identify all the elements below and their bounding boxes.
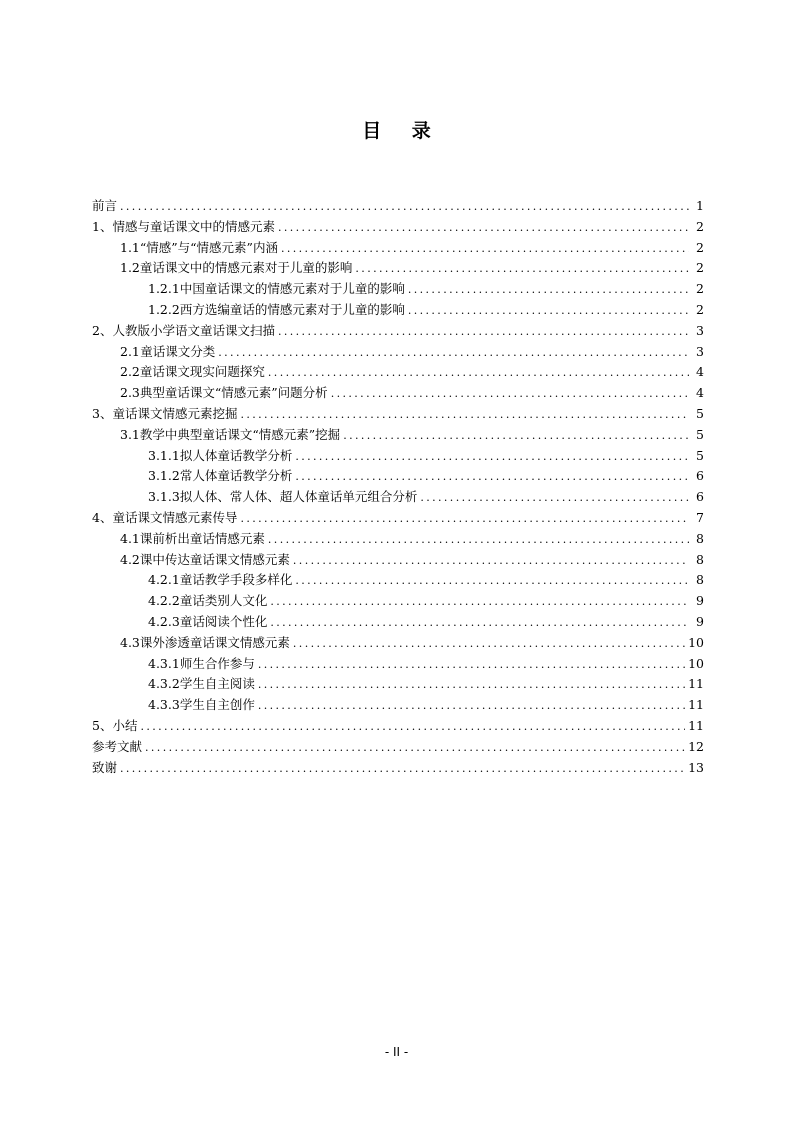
- toc-entry-page: 5: [696, 447, 704, 463]
- toc-entry-title: “情感”与“情感元素”内涵: [139, 239, 278, 255]
- toc-entry[interactable]: [92, 633, 704, 654]
- toc-entry-page: 2: [696, 301, 704, 317]
- toc-entry[interactable]: [92, 654, 704, 675]
- toc-dot-leader: [120, 759, 685, 780]
- toc-entry-page: 8: [696, 572, 704, 588]
- toc-entry-title: 师生合作参与: [179, 655, 255, 671]
- toc-dot-leader: [281, 239, 689, 260]
- toc-entry-number: 4.3.3: [148, 697, 180, 713]
- toc-entry[interactable]: [92, 508, 704, 529]
- toc-entry-page: 4: [696, 364, 704, 380]
- toc-entry-number: 3.1.3: [148, 489, 180, 505]
- toc-entry-title: 教学中典型童话课文“情感元素”挖掘: [139, 426, 341, 442]
- toc-entry-title: 童话课文情感元素挖掘: [112, 405, 238, 421]
- toc-dot-leader: [140, 717, 685, 738]
- toc-entry-page: 11: [688, 676, 704, 692]
- toc-entry-page: 6: [696, 489, 704, 505]
- toc-entry-title: 拟人体、常人体、超人体童话单元组合分析: [179, 489, 418, 505]
- toc-dot-leader: [268, 363, 689, 384]
- toc-entry-page: 8: [696, 551, 704, 567]
- toc-entry-page: 2: [696, 281, 704, 297]
- toc-entry[interactable]: [92, 695, 704, 716]
- toc-entry-number: 3.1.2: [148, 468, 180, 484]
- toc-dot-leader: [295, 467, 689, 488]
- toc-entry[interactable]: [92, 258, 704, 279]
- toc-entry-title: 课中传达童话课文情感元素: [139, 551, 290, 567]
- toc-entry-number: 1.2.2: [148, 301, 180, 317]
- toc-entry-title: 童话教学手段多样化: [179, 572, 293, 588]
- toc-entry[interactable]: [92, 362, 704, 383]
- toc-entry-number: 4.3.2: [148, 676, 180, 692]
- toc-entry-number: 1.1: [120, 239, 140, 255]
- toc-entry-number: 1、: [92, 218, 113, 234]
- toc-dot-leader: [258, 675, 685, 696]
- toc-entry-page: 2: [696, 218, 704, 234]
- toc-entry-page: 5: [696, 405, 704, 421]
- toc-entry-title: 参考文献: [92, 738, 143, 754]
- toc-entry[interactable]: [92, 425, 704, 446]
- toc-entry[interactable]: [92, 487, 704, 508]
- page-title: 目 录: [362, 120, 443, 142]
- toc-entry-page: 10: [688, 634, 704, 650]
- toc-entry[interactable]: [92, 716, 704, 737]
- toc-entry[interactable]: [92, 383, 704, 404]
- toc-entry-number: 4.1: [120, 530, 140, 546]
- toc-entry-title: 西方选编童话的情感元素对于儿童的影响: [179, 301, 405, 317]
- toc-entry-page: 6: [696, 468, 704, 484]
- toc-entry[interactable]: [92, 300, 704, 321]
- toc-entry-title: 致谢: [92, 759, 118, 775]
- toc-dot-leader: [408, 280, 689, 301]
- toc-dot-leader: [278, 218, 689, 239]
- toc-dot-leader: [240, 509, 689, 530]
- toc-entry-number: 5、: [92, 717, 113, 733]
- toc-dot-leader: [420, 488, 689, 509]
- table-of-contents: [92, 196, 704, 778]
- toc-dot-leader: [293, 551, 689, 572]
- toc-entry-page: 3: [696, 343, 704, 359]
- toc-entry-title: 童话课文中的情感元素对于儿童的影响: [139, 260, 353, 276]
- toc-entry[interactable]: [92, 591, 704, 612]
- toc-entry-title: 小结: [112, 717, 138, 733]
- toc-entry-number: 2.2: [120, 364, 140, 380]
- toc-entry-page: 8: [696, 530, 704, 546]
- toc-dot-leader: [270, 613, 689, 634]
- toc-entry-page: 4: [696, 385, 704, 401]
- toc-entry-number: 1.2: [120, 260, 140, 276]
- toc-entry-page: 7: [696, 509, 704, 525]
- toc-entry-number: 4、: [92, 509, 113, 525]
- toc-entry-number: 2.1: [120, 343, 140, 359]
- toc-entry-title: 童话阅读个性化: [179, 613, 268, 629]
- toc-dot-leader: [343, 426, 689, 447]
- toc-entry[interactable]: [92, 321, 704, 342]
- toc-dot-leader: [295, 447, 689, 468]
- toc-dot-leader: [355, 259, 689, 280]
- toc-entry-page: 12: [688, 738, 704, 754]
- toc-entry-page: 5: [696, 426, 704, 442]
- toc-entry-number: 3、: [92, 405, 113, 421]
- toc-entry-page: 2: [696, 239, 704, 255]
- toc-entry-title: 童话类别人文化: [179, 593, 268, 609]
- toc-entry[interactable]: [92, 570, 704, 591]
- toc-dot-leader: [120, 197, 689, 218]
- toc-entry-number: 3.1.1: [148, 447, 180, 463]
- toc-entry-title: 课前析出童话情感元素: [139, 530, 265, 546]
- toc-entry-title: 童话课文分类: [140, 343, 216, 359]
- toc-entry-title: 前言: [92, 198, 118, 213]
- toc-entry[interactable]: [92, 238, 704, 259]
- toc-entry-number: 4.2.2: [148, 593, 180, 609]
- toc-entry[interactable]: [92, 404, 704, 425]
- toc-entry-number: 4.2: [120, 551, 140, 567]
- toc-dot-leader: [240, 405, 689, 426]
- toc-entry[interactable]: [92, 342, 704, 363]
- toc-entry-number: 3.1: [120, 426, 140, 442]
- toc-entry-page: 2: [696, 260, 704, 276]
- toc-entry[interactable]: [92, 446, 704, 467]
- toc-entry-page: 10: [688, 655, 704, 671]
- toc-entry[interactable]: [92, 737, 704, 758]
- toc-entry[interactable]: [92, 612, 704, 633]
- toc-entry-number: 4.2.3: [148, 613, 180, 629]
- toc-entry[interactable]: [92, 196, 704, 217]
- toc-entry-title: 童话课文现实问题探究: [139, 364, 265, 380]
- toc-entry-page: 11: [688, 697, 704, 713]
- toc-entry-page: 3: [696, 322, 704, 338]
- toc-entry-title: 典型童话课文“情感元素”问题分析: [139, 385, 328, 401]
- toc-dot-leader: [258, 696, 685, 717]
- toc-entry-title: 情感与童话课文中的情感元素: [112, 218, 275, 234]
- toc-entry[interactable]: [92, 529, 704, 550]
- toc-entry-number: 2.3: [120, 385, 140, 401]
- toc-entry[interactable]: [92, 217, 704, 238]
- toc-entry[interactable]: [92, 758, 704, 779]
- toc-dot-leader: [145, 738, 685, 759]
- toc-entry-title: 人教版小学语文童话课文扫描: [112, 322, 275, 338]
- page-number-footer: - II -: [384, 1045, 409, 1059]
- toc-entry[interactable]: [92, 550, 704, 571]
- toc-entry-number: 4.2.1: [148, 572, 180, 588]
- toc-entry[interactable]: [92, 279, 704, 300]
- toc-entry-title: 拟人体童话教学分析: [179, 447, 293, 463]
- toc-entry-number: 1.2.1: [148, 281, 180, 297]
- toc-entry-number: 2、: [92, 322, 113, 338]
- toc-entry-title: 课外渗透童话课文情感元素: [139, 634, 290, 650]
- toc-dot-leader: [218, 343, 689, 364]
- toc-entry-number: 4.3.1: [148, 655, 180, 671]
- toc-entry-title: 童话课文情感元素传导: [112, 509, 238, 525]
- toc-entry[interactable]: [92, 466, 704, 487]
- toc-entry-title: 学生自主创作: [179, 697, 255, 713]
- toc-entry-title: 学生自主阅读: [179, 676, 255, 692]
- toc-entry-title: 常人体童话教学分析: [179, 468, 293, 484]
- toc-entry-page: 11: [688, 717, 704, 733]
- toc-entry-page: 9: [696, 613, 704, 629]
- toc-dot-leader: [270, 592, 689, 613]
- toc-entry-title: 中国童话课文的情感元素对于儿童的影响: [179, 281, 405, 297]
- toc-dot-leader: [268, 530, 689, 551]
- toc-entry-page: 13: [688, 759, 704, 775]
- toc-dot-leader: [295, 571, 689, 592]
- toc-dot-leader: [293, 634, 685, 655]
- toc-dot-leader: [331, 384, 689, 405]
- toc-dot-leader: [408, 301, 689, 322]
- toc-dot-leader: [258, 655, 685, 676]
- toc-dot-leader: [278, 322, 689, 343]
- toc-entry-page: 1: [696, 198, 704, 213]
- toc-entry-page: 9: [696, 593, 704, 609]
- toc-entry-number: 4.3: [120, 634, 140, 650]
- toc-entry[interactable]: [92, 674, 704, 695]
